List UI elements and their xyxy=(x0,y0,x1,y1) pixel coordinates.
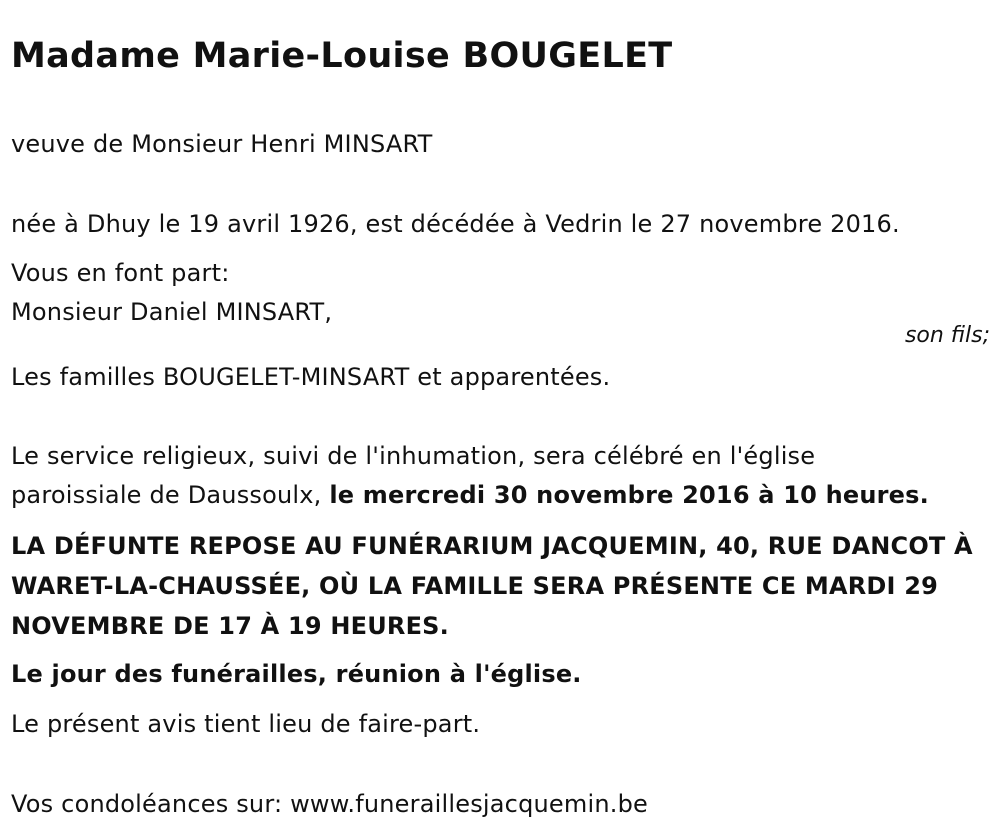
repose-line-1: LA DÉFUNTE REPOSE AU FUNÉRARIUM JACQUEMIN, 40, RUE DANCOT À xyxy=(11,532,973,560)
birth-death-line: née à Dhuy le 19 avril 1926, est décédée à Vedrin le 27 novembre 2016. xyxy=(11,210,900,238)
service-location: paroissiale de Daussoulx, xyxy=(11,481,330,509)
service-line-1: Le service religieux, suivi de l'inhumation, sera célébré en l'église xyxy=(11,442,816,470)
service-date-time: le mercredi 30 novembre 2016 à 10 heures. xyxy=(329,481,929,509)
families-line: Les familles BOUGELET-MINSART et apparentées. xyxy=(11,363,611,391)
announce-intro: Vous en font part: xyxy=(11,259,230,287)
service-line-2 xyxy=(11,480,929,510)
relative-name: Monsieur Daniel MINSART, xyxy=(11,298,333,326)
relative-relation: son fils; xyxy=(904,323,990,348)
funeral-day-line: Le jour des funérailles, réunion à l'église. xyxy=(11,660,582,688)
notice-note-line: Le présent avis tient lieu de faire-part. xyxy=(11,710,481,738)
condolences-line: Vos condoléances sur: www.funeraillesjacquemin.be xyxy=(11,790,648,818)
notice-title: Madame Marie-Louise BOUGELET xyxy=(11,36,673,76)
widow-of-line: veuve de Monsieur Henri MINSART xyxy=(11,130,433,158)
repose-line-2: WARET-LA-CHAUSSÉE, OÙ LA FAMILLE SERA PRÉSENTE CE MARDI 29 xyxy=(11,572,939,600)
repose-line-3: NOVEMBRE DE 17 À 19 HEURES. xyxy=(11,612,449,640)
